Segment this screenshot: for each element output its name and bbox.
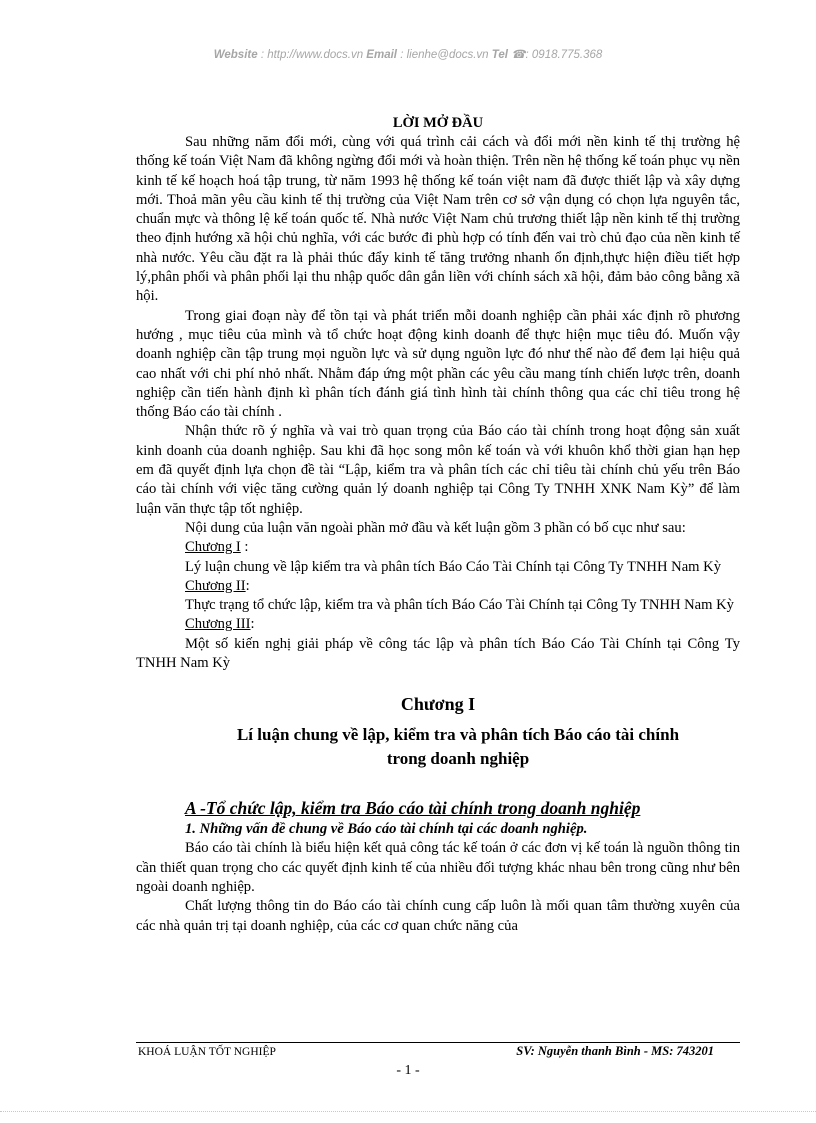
document-footer — [136, 1042, 740, 1061]
paragraph-3: Nhận thức rõ ý nghĩa và vai trò quan trọng của Báo cáo tài chính trong hoạt động sản xuất kinh doanh của doanh nghiệp. Sau khi đã học song môn kế toán và với khuôn khổ thời gian hạn hẹp em đã quyết định lựa chọn đề tài “Lập, kiểm tra và phân tích các chỉ tiêu tài chính chủ yếu trên Báo cáo tài chính với việc tăng cường quản lý doanh nghiệp tại Công Ty TNHH XNK Nam Kỳ” để làm luận văn thực tập tốt nghiệp. — [136, 423, 740, 517]
tel-label: Tel — [491, 49, 508, 61]
paragraph-1: Sau những năm đổi mới, cùng với quá trình cải cách và đổi mới nền kinh tế thị trường hệ thống kế toán Việt Nam đã không ngừng đổi mới và hoàn thiện. Trên nền hệ thống kế toán phục vụ nền kinh tế kế hoạch hoá tập trung, từ năm 1993 hệ thống kế toán việt nam đã được thiết lập và xây dựng mới. Thoả mãn yêu cầu kinh tế thị trường của Việt Nam trên cơ sở vận dụng có chọn lựa nguyên tắc, chuẩn mực và thông lệ kế toán quốc tế. Nhà nước Việt Nam chủ trương thiết lập nền kinh tế thị trường theo định hướng xã hội chủ nghĩa, với các bước đi phù hợp có tính đến vai trò chủ đạo của nền kinh tế nhà nước. Yêu cầu đặt ra là phải thúc đẩy kinh tế tăng trưởng nhanh ổn định,thực hiện điều tiết hợp lý,phân phối và phân phối lại thu nhập quốc dân gắn liền với chính sách xã hội, đảm bảo công bằng xã hội. — [136, 134, 740, 305]
paragraph-5: Báo cáo tài chính là biểu hiện kết quả công tác kế toán ở các đơn vị kế toán là nguồn thông tin cần thiết quan trọng cho các quyết định kinh tế của nhiều đối tượng khác nhau bên trong cũng như bên ngoài doanh nghiệp. — [136, 840, 740, 895]
page-break-divider — [0, 1111, 816, 1112]
chapter-subtitle-line-2: trong doanh nghiệp — [386, 749, 530, 769]
chapter-3-label-line — [136, 615, 740, 634]
chapter-2-label-line — [136, 577, 740, 596]
chapter-3-colon: : — [250, 616, 255, 633]
email-value[interactable]: : lienhe@docs.vn — [400, 49, 489, 61]
website-label: Website — [213, 49, 258, 61]
email-label: Email — [366, 49, 397, 61]
chapter-3-description: Một số kiến nghị giải pháp về công tác lập và phân tích Báo Cáo Tài Chính tại Công Ty TNHH Nam Kỳ — [136, 635, 740, 672]
paragraph-4: Nội dung của luận văn ngoài phần mở đầu và kết luận gồm 3 phần có bố cục như sau: — [185, 519, 686, 536]
chapter-subtitle — [136, 723, 740, 771]
chapter-2-label: Chương II — [185, 577, 246, 594]
footer-left-text: KHOÁ LUẬN TỐT NGHIỆP — [138, 1046, 276, 1058]
document-body — [136, 114, 740, 936]
chapter-2-description: Thực trạng tổ chức lập, kiểm tra và phân tích Báo Cáo Tài Chính tại Công Ty TNHH Nam Kỳ — [185, 597, 734, 614]
page-title: LỜI MỞ ĐẦU — [392, 115, 484, 131]
chapter-1-colon: : — [240, 539, 249, 556]
chapter-3-label: Chương III — [185, 616, 251, 633]
footer-right-text: SV: Nguyễn thanh Bình - MS: 743201 — [516, 1044, 714, 1058]
chapter-1-description: Lý luận chung về lập kiểm tra và phân tích Báo Cáo Tài Chính tại Công Ty TNHH Nam Kỳ — [185, 558, 722, 575]
chapter-heading: Chương I — [400, 694, 476, 715]
chapter-subtitle-line-1: Lí luận chung về lập, kiểm tra và phân tích Báo cáo tài chính — [236, 725, 680, 745]
website-value[interactable]: : http://www.docs.vn — [260, 49, 364, 61]
section-a-heading: A -Tổ chức lập, kiểm tra Báo cáo tài chính trong doanh nghiệp — [185, 798, 641, 819]
tel-value: ☎: 0918.775.368 — [511, 49, 603, 61]
chapter-1-label-line — [136, 538, 740, 557]
paragraph-2: Trong giai đoạn này để tồn tại và phát triển mỗi doanh nghiệp cần phải xác định rõ phương hướng , mục tiêu của mình và tổ chức hoạt động kinh doanh để thực hiện mục tiêu đó. Muốn vậy doanh nghiệp cần tập trung mọi nguồn lực và sử dụng nguồn lực đó như thế nào để đem lại hiệu quả cao nhất với chi phí nhỏ nhất. Nhằm đáp ứng một phần các yêu cầu mang tính chiến lược trên, doanh nghiệp cần tiến hành định kì phân tích đánh giá tình hình tài chính thông qua các chỉ tiêu trong hệ thống Báo cáo tài chính . — [136, 307, 740, 421]
document-header — [0, 47, 816, 61]
subsection-1-heading: 1. Những vấn đề chung về Báo cáo tài chính tại các doanh nghiệp. — [185, 821, 588, 838]
page-number: - 1 - — [396, 1063, 420, 1078]
chapter-1-label: Chương I — [185, 539, 241, 556]
chapter-2-colon: : — [245, 577, 250, 594]
paragraph-6: Chất lượng thông tin do Báo cáo tài chính cung cấp luôn là mối quan tâm thường xuyên của các nhà quản trị tại doanh nghiệp, của các cơ quan chức năng của — [136, 898, 740, 934]
